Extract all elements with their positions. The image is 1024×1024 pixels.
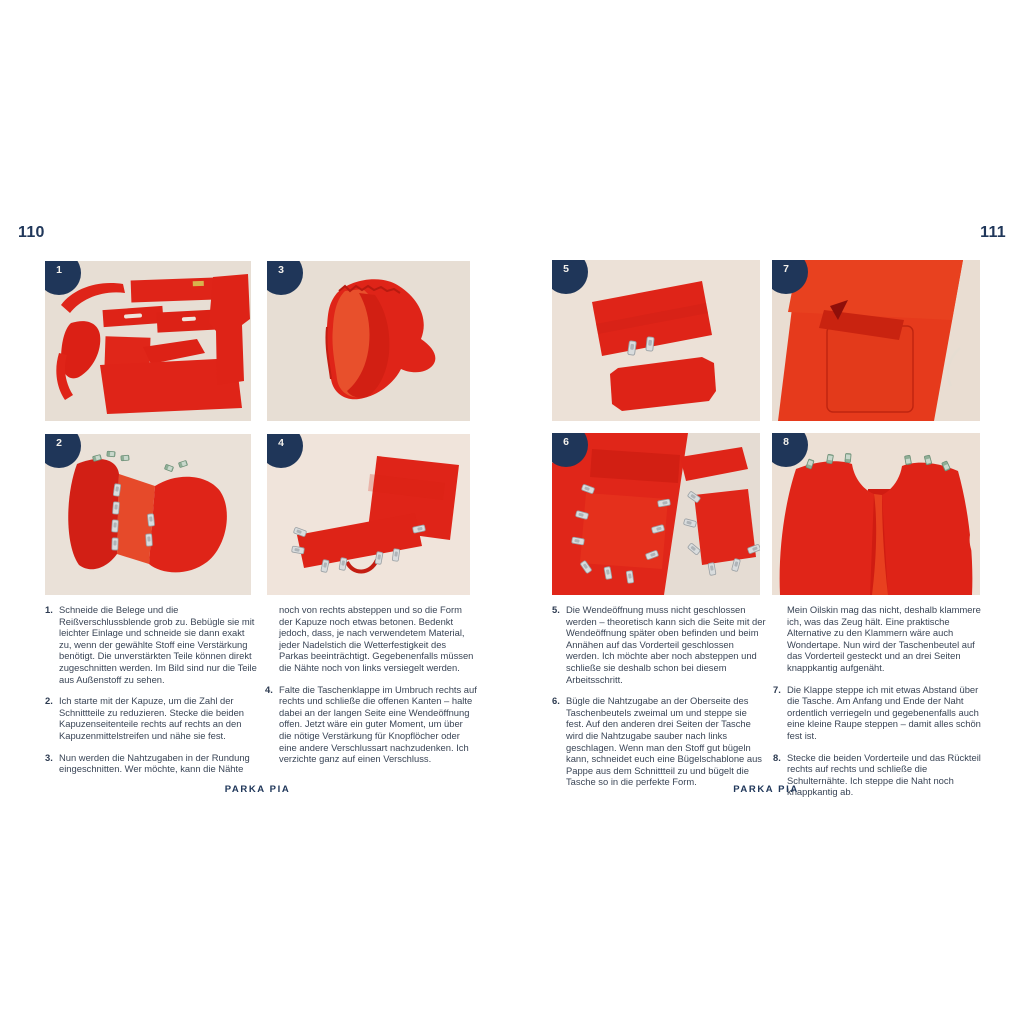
running-footer-right: PARKA PIA — [733, 784, 799, 795]
instruction-item-7: 7. Die Klappe steppe ich mit etwas Abstand über die Tasche. Am Anfang und Ende der Naht ordentlich verriegeln und gegebenenfalls auch eine kleine Raupe steppen – damit alles schön fest ist. — [773, 683, 981, 741]
instruction-item-6: 6. Bügle die Nahtzugabe an der Oberseite des Taschenbeutels zweimal um und steppe sie fest. Auf den anderen drei Seiten der Tasche wird die Nahtzugabe sauber nach links geschlagen. Wenn man den Stoff gut bügeln kann, schneidet euch eine Bügelschablone aus Pappe aus dem Schnittteil zu und bügelt die Tasche so in die perfekte Form. — [552, 695, 762, 788]
instruction-item-1: 1. Schneide die Belege und die Reißverschlussblende grob zu. Bebügle sie mit leichter Einlage und schneide sie dann exakt zu, wenn der gewählte Stoff eine Verstärkung benötigt. Die unverstärkten Teile können direkt zugeschnitten werden. Im Bild sind nur die Teile aus Außenstoff zu sehen. — [45, 604, 257, 685]
step-photo-7 — [772, 260, 980, 421]
step-photo-5 — [552, 260, 760, 421]
page-number-right: 111 — [980, 224, 1006, 241]
step-number: 1 — [56, 264, 62, 276]
step-number: 8 — [783, 436, 789, 448]
step-photo-2 — [45, 434, 251, 595]
step-photo-4 — [267, 434, 470, 595]
step-number: 6 — [563, 436, 569, 448]
step-number: 4 — [278, 437, 284, 449]
instructions-column-3 — [552, 604, 766, 798]
instructions-column-2 — [265, 604, 477, 775]
instruction-item-2: 2. Ich starte mit der Kapuze, um die Zahl der Schnittteile zu reduzieren. Stecke die beiden Kapuzenseitenteile rechts auf rechts an den Kapuzenmittelstreifen und nähe sie fest. — [45, 695, 245, 741]
instruction-item-8: 8. Stecke die beiden Vorderteile und das Rückteil rechts auf rechts und schließe die Schulternähte. Ich steppe die Naht noch knappkantig ab. — [773, 751, 981, 798]
instruction-item-3: 3. Nun werden die Nahtzugaben in der Rundung eingeschnitten. Wer möchte, kann die Nähte — [45, 751, 250, 775]
instruction-item-3-continued: noch von rechts absteppen und so die Form der Kapuze noch etwas betonen. Bedenkt jedoch, dass, je nach verwendetem Material, jeder Nadelstich die Wetterfestigkeit des Parkas beeinträchtigt. Gegebenenfalls müssen die Nähte noch von links versiegelt werden. — [279, 604, 474, 673]
step-photo-1 — [45, 261, 251, 421]
instructions-column-4 — [773, 604, 987, 808]
page-number-left: 110 — [18, 224, 45, 241]
step-number: 7 — [783, 263, 789, 275]
instruction-item-5: 5. Die Wendeöffnung muss nicht geschlossen werden – theoretisch kann sich die Seite mit der Wendeöffnung später oben befinden und beim Annähen auf das Vorderteil geschlossen werden. Ich möchte aber noch absteppen und schließe sie deshalb schon bei diesem Arbeitsschritt. — [552, 604, 766, 685]
step-photo-6 — [552, 433, 760, 595]
step-photo-3 — [267, 261, 470, 421]
step-number: 2 — [56, 437, 62, 449]
instruction-item-4: 4. Falte die Taschenklappe im Umbruch rechts auf rechts und schließe die offenen Kanten – halte dabei an der langen Seite eine Wendeöffnung offen. Jetzt wäre ein guter Moment, um über die nötige Verstärkung für Knopflöcher oder eine andere Verschlussart nachzudenken. Ich verzichte ganz auf einen Verschluss. — [265, 683, 477, 765]
instructions-column-1 — [45, 604, 257, 785]
step-number: 3 — [278, 264, 284, 276]
step-photo-8 — [772, 433, 980, 595]
instruction-item-6-continued: Mein Oilskin mag das nicht, deshalb klammere ich, was das Zeug hält. Eine praktische Alternative zu den Klammern wäre auch Wondertape. Nun wird der Taschenbeutel auf das Vorderteil gesteckt und an drei Seiten knappkantig aufgenäht. — [787, 604, 981, 673]
step-number: 5 — [563, 263, 569, 275]
running-footer-left: PARKA PIA — [224, 784, 291, 795]
